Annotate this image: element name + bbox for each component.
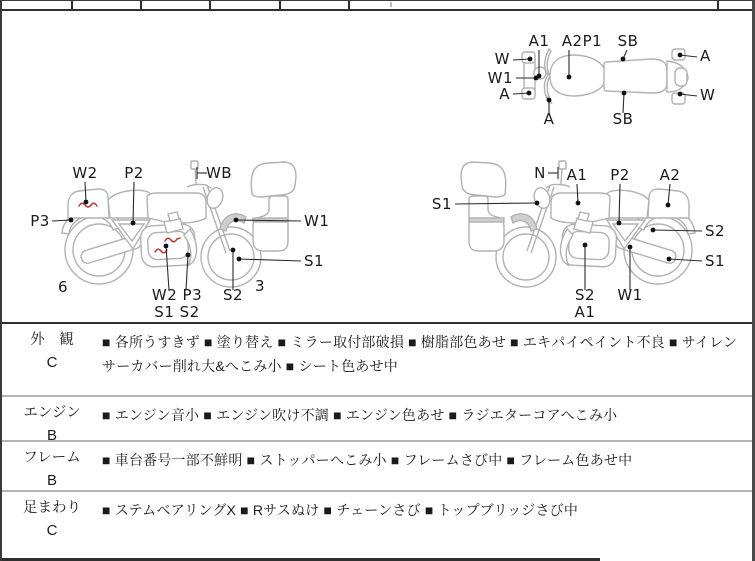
category-cell	[2, 330, 102, 395]
inspection-row-frame	[2, 442, 752, 492]
damage-comments: ■ 車台番号一部不鮮明 ■ ストッパーへこみ小 ■ フレームさび中 ■ フレーム色あせ中	[102, 452, 633, 468]
svg-text:A1: A1	[566, 166, 588, 184]
grade-value: B	[46, 472, 57, 489]
svg-text:W1: W1	[304, 212, 330, 230]
header-cell-divider	[71, 1, 73, 9]
svg-text:A: A	[499, 85, 510, 103]
svg-text:P3: P3	[30, 212, 50, 230]
category-label: 外 観	[30, 332, 74, 348]
svg-text:W: W	[494, 50, 510, 68]
svg-text:P2: P2	[124, 164, 144, 182]
header-cell-divider	[348, 1, 350, 9]
damage-diagram-panel	[2, 11, 752, 324]
svg-text:A: A	[543, 110, 555, 128]
header-cell-divider	[279, 1, 281, 9]
category-cell	[2, 448, 102, 490]
top-view	[522, 49, 688, 104]
svg-text:W1: W1	[617, 286, 643, 304]
category-cell	[2, 403, 102, 444]
svg-text:W1: W1	[487, 69, 513, 87]
svg-text:S2: S2	[705, 222, 726, 240]
grade-value: B	[46, 427, 57, 444]
svg-text:WB: WB	[205, 164, 233, 182]
svg-text:6: 6	[57, 278, 69, 296]
svg-text:A1: A1	[574, 303, 596, 321]
category-label: エンジン	[23, 405, 81, 421]
inspection-row-engine	[2, 397, 752, 442]
svg-text:S2: S2	[574, 286, 596, 304]
inspection-row-exterior	[2, 324, 752, 397]
svg-text:W2: W2	[72, 164, 98, 182]
damage-comments: ■ ステムベアリングX ■ Rサスぬけ ■ チェーンさび ■ トップブリッジさび中	[102, 502, 579, 518]
svg-text:W2 P3: W2 P3	[151, 286, 203, 304]
svg-text:A2P1: A2P1	[561, 32, 603, 50]
svg-text:S2: S2	[222, 286, 244, 304]
svg-text:A1: A1	[528, 32, 550, 50]
header-cell-divider	[140, 1, 142, 9]
inspection-row-undercarriage	[2, 492, 752, 558]
svg-text:P2: P2	[610, 166, 630, 184]
svg-text:A: A	[700, 47, 711, 65]
category-label: 足まわり	[23, 500, 81, 516]
grade-value: C	[46, 522, 58, 539]
svg-text:N: N	[534, 164, 546, 182]
svg-text:3: 3	[254, 277, 266, 295]
header-cell-divider	[209, 1, 211, 9]
table-header-strip	[2, 1, 752, 11]
category-label: フレーム	[23, 450, 81, 466]
damage-comments: ■ エンジン音小 ■ エンジン吹け不調 ■ エンジン色あせ ■ ラジエターコアへこみ小	[102, 407, 618, 423]
svg-text:SB: SB	[617, 32, 639, 50]
category-cell	[2, 498, 102, 558]
svg-text:W: W	[700, 86, 716, 104]
header-cell-divider	[717, 1, 719, 9]
damage-comments: ■ 各所うすきず ■ 塗り替え ■ ミラー取付部破損 ■ 樹脂部色あせ ■ エキパイペイント不良 ■ サイレンサーカバー削れ大&へこみ小 ■ シート色あせ中	[102, 334, 738, 374]
inspection-rows	[2, 324, 752, 558]
motorcycle-damage-diagram	[2, 11, 752, 322]
svg-text:S1 S2: S1 S2	[154, 303, 200, 321]
svg-text:S1: S1	[705, 252, 726, 270]
grade-value: C	[46, 354, 58, 371]
cropped-text-remnant	[390, 2, 392, 7]
svg-text:A2: A2	[659, 166, 681, 184]
svg-text:SB: SB	[612, 110, 634, 128]
svg-text:S1: S1	[431, 195, 452, 213]
svg-text:S1: S1	[304, 252, 325, 270]
